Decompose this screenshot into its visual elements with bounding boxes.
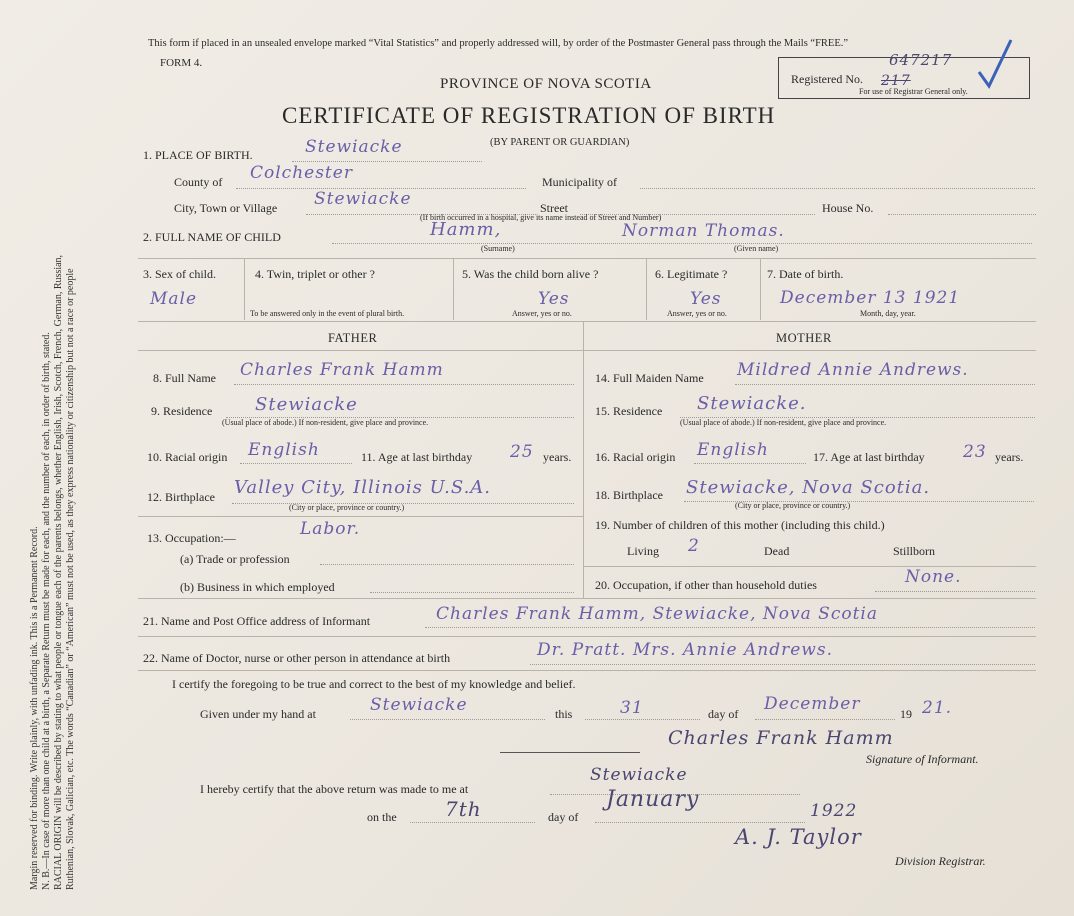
alive-label: 5. Was the child born alive ? — [462, 267, 599, 281]
registered-note: For use of Registrar General only. — [859, 87, 968, 96]
child-given-name: Norman Thomas. — [622, 221, 785, 241]
given-note: (Given name) — [734, 244, 779, 253]
father-name-label: 8. Full Name — [153, 371, 216, 385]
mother-name-value: Mildred Annie Andrews. — [737, 360, 969, 380]
mother-occupation-value: None. — [905, 567, 962, 587]
certify-this-label: this — [555, 707, 573, 721]
certify-dayof-label: day of — [708, 707, 739, 721]
legitimate-note: Answer, yes or no. — [667, 309, 727, 318]
checkmark-icon — [975, 38, 1015, 90]
mother-residence-value: Stewiacke. — [697, 393, 807, 414]
registrar-dayof-label: day of — [548, 810, 579, 824]
father-residence-label: 9. Residence — [151, 404, 213, 418]
margin-note: Ruthenian, Slovak, Galician, etc. The words “Canadian” or “American” must not be used, as they express nationality or citizenship but not a race or people — [65, 268, 76, 890]
mother-birthplace-label: 18. Birthplace — [595, 488, 663, 502]
informant-signature-label: Signature of Informant. — [866, 752, 979, 766]
dob-label: 7. Date of birth. — [767, 267, 844, 281]
living-value: 2 — [688, 536, 700, 556]
father-age-value: 25 — [510, 442, 534, 462]
father-age-label: 11. Age at last birthday — [361, 450, 473, 464]
given-under-label: Given under my hand at — [200, 707, 316, 721]
province-heading: PROVINCE OF NOVA SCOTIA — [440, 76, 652, 92]
mail-notice: This form if placed in an unsealed envelope marked “Vital Statistics” and properly addressed will, by order of the Postmaster General pass through the Mails “FREE.” — [148, 38, 849, 49]
margin-notes — [29, 0, 139, 890]
father-birthplace-note: (City or place, province or country.) — [289, 503, 405, 512]
mother-racial-value: English — [697, 440, 769, 460]
father-birthplace-value: Valley City, Illinois U.S.A. — [234, 477, 492, 498]
father-residence-value: Stewiacke — [255, 394, 358, 415]
mother-age-label: 17. Age at last birthday — [813, 450, 925, 464]
doctor-label: 22. Name of Doctor, nurse or other person in attendance at birth — [143, 651, 451, 665]
county-value: Colchester — [250, 163, 353, 183]
living-label: Living — [627, 544, 659, 558]
alive-value: Yes — [538, 289, 570, 309]
registered-label: Registered No. — [791, 72, 863, 86]
mother-birthplace-value: Stewiacke, Nova Scotia. — [686, 477, 931, 498]
certify-year: 21. — [922, 698, 953, 718]
child-name-label: 2. FULL NAME OF CHILD — [143, 230, 281, 244]
child-surname: Hamm, — [430, 219, 502, 240]
father-residence-note: (Usual place of abode.) If non-resident, give place and province. — [222, 418, 429, 427]
father-name-value: Charles Frank Hamm — [240, 360, 444, 380]
hospital-note: (If birth occurred in a hospital, give its name instead of Street and Number) — [420, 213, 662, 222]
father-birthplace-label: 12. Birthplace — [147, 490, 215, 504]
stillborn-label: Stillborn — [893, 544, 936, 558]
registrar-day: 7th — [445, 797, 482, 821]
margin-note: RACIAL ORIGIN will be described by stating to what people or tongue each of the parents belongs, whether English, Irish, Scotch, French, German, Russian, — [53, 254, 64, 890]
registrar-statement: I hereby certify that the above return was made to me at — [200, 782, 469, 796]
father-occupation-value: Labor. — [300, 519, 361, 539]
twin-label: 4. Twin, triplet or other ? — [255, 267, 375, 281]
registered-box — [778, 51, 1030, 99]
place-of-birth-label: 1. PLACE OF BIRTH. — [143, 148, 253, 162]
form-number: FORM 4. — [160, 57, 203, 69]
mother-occupation-label: 20. Occupation, if other than household duties — [595, 578, 817, 592]
father-occupation-label: 13. Occupation:— — [147, 531, 236, 545]
registered-number: 647217 — [889, 51, 953, 69]
mother-name-label: 14. Full Maiden Name — [595, 371, 704, 385]
mother-heading: MOTHER — [776, 331, 832, 345]
mother-residence-note: (Usual place of abode.) If non-resident, give place and province. — [680, 418, 887, 427]
sex-label: 3. Sex of child. — [143, 267, 216, 281]
legitimate-value: Yes — [690, 289, 722, 309]
mother-children-label: 19. Number of children of this mother (including this child.) — [595, 518, 885, 532]
registrar-year: 1922 — [810, 801, 858, 821]
registrar-signature: A. J. Taylor — [735, 825, 862, 849]
father-racial-value: English — [248, 440, 320, 460]
father-years-label: years. — [543, 450, 572, 464]
father-heading: FATHER — [328, 331, 378, 345]
registrar-month: January — [606, 787, 700, 812]
house-label: House No. — [822, 201, 874, 215]
dob-note: Month, day, year. — [860, 309, 916, 318]
dead-label: Dead — [764, 544, 790, 558]
place-of-birth-value: Stewiacke — [305, 137, 403, 157]
certify-place: Stewiacke — [370, 695, 468, 715]
surname-note: (Surname) — [481, 244, 515, 253]
subtitle: (BY PARENT OR GUARDIAN) — [490, 137, 630, 148]
twin-note: To be answered only in the event of plural birth. — [250, 309, 405, 318]
certify-statement: I certify the foregoing to be true and correct to the best of my knowledge and belief. — [172, 677, 576, 691]
certify-year-prefix: 19 — [900, 707, 912, 721]
informant-label: 21. Name and Post Office address of Informant — [143, 614, 371, 628]
municipality-label: Municipality of — [542, 175, 617, 189]
trade-label: (a) Trade or profession — [180, 552, 290, 566]
legitimate-label: 6. Legitimate ? — [655, 267, 728, 281]
doctor-value: Dr. Pratt. Mrs. Annie Andrews. — [537, 640, 833, 660]
informant-value: Charles Frank Hamm, Stewiacke, Nova Scotia — [436, 604, 878, 624]
father-racial-label: 10. Racial origin — [147, 450, 228, 464]
registrar-onthe-label: on the — [367, 810, 397, 824]
dob-value: December 13 1921 — [780, 288, 961, 308]
street-label: Street — [540, 201, 568, 215]
certify-month: December — [764, 694, 861, 714]
registrar-signature-label: Division Registrar. — [895, 854, 986, 868]
registrar-place: Stewiacke — [590, 765, 688, 785]
city-label: City, Town or Village — [174, 201, 278, 215]
mother-birthplace-note: (City or place, province or country.) — [735, 501, 851, 510]
margin-note: N. B.—In case of more than one child at a birth, a Separate Return must be made for each, and the number of each, in order of birth, stated. — [41, 332, 52, 890]
business-label: (b) Business in which employed — [180, 580, 335, 594]
alive-note: Answer, yes or no. — [512, 309, 572, 318]
mother-racial-label: 16. Racial origin — [595, 450, 676, 464]
certify-day: 31 — [620, 698, 644, 718]
margin-note: Margin reserved for binding. Write plainly, with unfading ink. This is a Permanent Record. — [29, 526, 40, 890]
city-value: Stewiacke — [314, 189, 412, 209]
page-title: CERTIFICATE OF REGISTRATION OF BIRTH — [282, 103, 776, 128]
county-label: County of — [174, 175, 223, 189]
sex-value: Male — [150, 289, 198, 309]
informant-signature: Charles Frank Hamm — [668, 727, 894, 749]
registered-struck-number: 217 — [881, 73, 911, 89]
mother-years-label: years. — [995, 450, 1024, 464]
mother-residence-label: 15. Residence — [595, 404, 663, 418]
mother-age-value: 23 — [963, 442, 987, 462]
